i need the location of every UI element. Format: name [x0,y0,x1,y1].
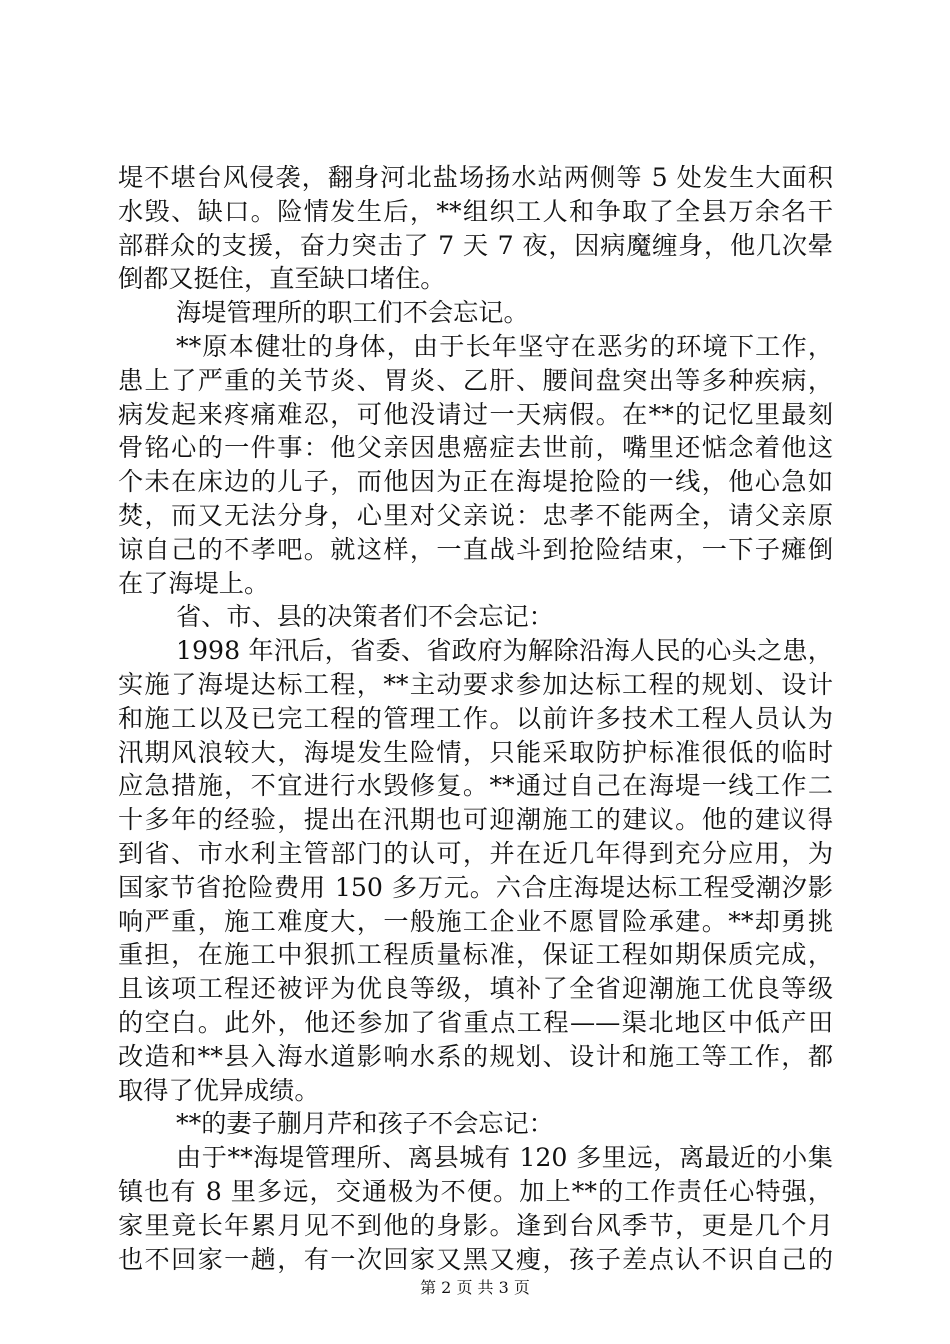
text-line: 病发起来疼痛难忍，可他没请过一天病假。在**的记忆里最刻 [118,399,833,429]
text-line: 取得了优异成绩。 [118,1075,320,1105]
document-body [118,161,833,1276]
text-line: 和施工以及已完工程的管理工作。以前许多技术工程人员认为 [118,703,833,733]
text-line: **的妻子蒯月芹和孩子不会忘记： [176,1109,554,1139]
text-line: 国家节省抢险费用 150 多万元。六合庄海堤达标工程受潮汐影 [118,872,833,902]
text-line: 到省、市水利主管部门的认可，并在近几年得到充分应用，为 [118,838,833,868]
text-line: 部群众的支援，奋力突击了 7 天 7 夜，因病魔缠身，他几次晕 [118,230,833,260]
text-line: 重担，在施工中狠抓工程质量标准，保证工程如期保质完成， [118,940,833,970]
text-line: 汛期风浪较大，海堤发生险情，只能采取防护标准很低的临时 [118,737,833,767]
text-line: 的空白。此外，他还参加了省重点工程——渠北地区中低产田 [118,1007,833,1037]
text-line: 患上了严重的关节炎、胃炎、乙肝、腰间盘突出等多种疾病， [118,365,833,395]
text-line: 省、市、县的决策者们不会忘记： [176,602,554,632]
text-line: 也不回家一趟，有一次回家又黑又瘦，孩子差点认不识自己的 [118,1244,833,1274]
text-line: 镇也有 8 里多远，交通极为不便。加上**的工作责任心特强， [118,1176,833,1206]
text-line: 改造和**县入海水道影响水系的规划、设计和施工等工作，都 [118,1041,833,1071]
text-line: 焚，而又无法分身，心里对父亲说：忠孝不能两全，请父亲原 [118,500,833,530]
text-line: 倒都又挺住，直至缺口堵住。 [118,264,446,294]
text-line: 实施了海堤达标工程，**主动要求参加达标工程的规划、设计 [118,669,833,699]
text-line: 在了海堤上。 [118,568,270,598]
text-line: 1998 年汛后，省委、省政府为解除沿海人民的心头之患， [176,636,833,666]
text-line: 个未在床边的儿子，而他因为正在海堤抢险的一线，他心急如 [118,467,833,497]
text-line: 由于**海堤管理所、离县城有 120 多里远，离最近的小集 [176,1143,833,1173]
text-line: 应急措施，不宜进行水毁修复。**通过自己在海堤一线工作二 [118,771,833,801]
page-number-label: 第 2 页 共 3 页 [420,1278,530,1297]
text-line: **原本健壮的身体，由于长年坚守在恶劣的环境下工作， [176,331,833,361]
text-line: 响严重，施工难度大，一般施工企业不愿冒险承建。**却勇挑 [118,906,833,936]
text-line: 且该项工程还被评为优良等级，填补了全省迎潮施工优良等级 [118,974,833,1004]
text-line: 谅自己的不孝吧。就这样，一直战斗到抢险结束，一下子瘫倒 [118,534,833,564]
text-line: 堤不堪台风侵袭，翻身河北盐场扬水站两侧等 5 处发生大面积 [118,163,833,192]
text-line: 十多年的经验，提出在汛期也可迎潮施工的建议。他的建议得 [118,805,833,835]
text-line: 海堤管理所的职工们不会忘记。 [176,298,529,328]
page-footer [0,1278,950,1298]
text-line: 骨铭心的一件事：他父亲因患癌症去世前，嘴里还惦念着他这 [118,433,833,463]
text-line: 水毁、缺口。险情发生后，**组织工人和争取了全县万余名干 [118,196,833,226]
text-line: 家里竟长年累月见不到他的身影。逢到台风季节，更是几个月 [118,1210,833,1240]
